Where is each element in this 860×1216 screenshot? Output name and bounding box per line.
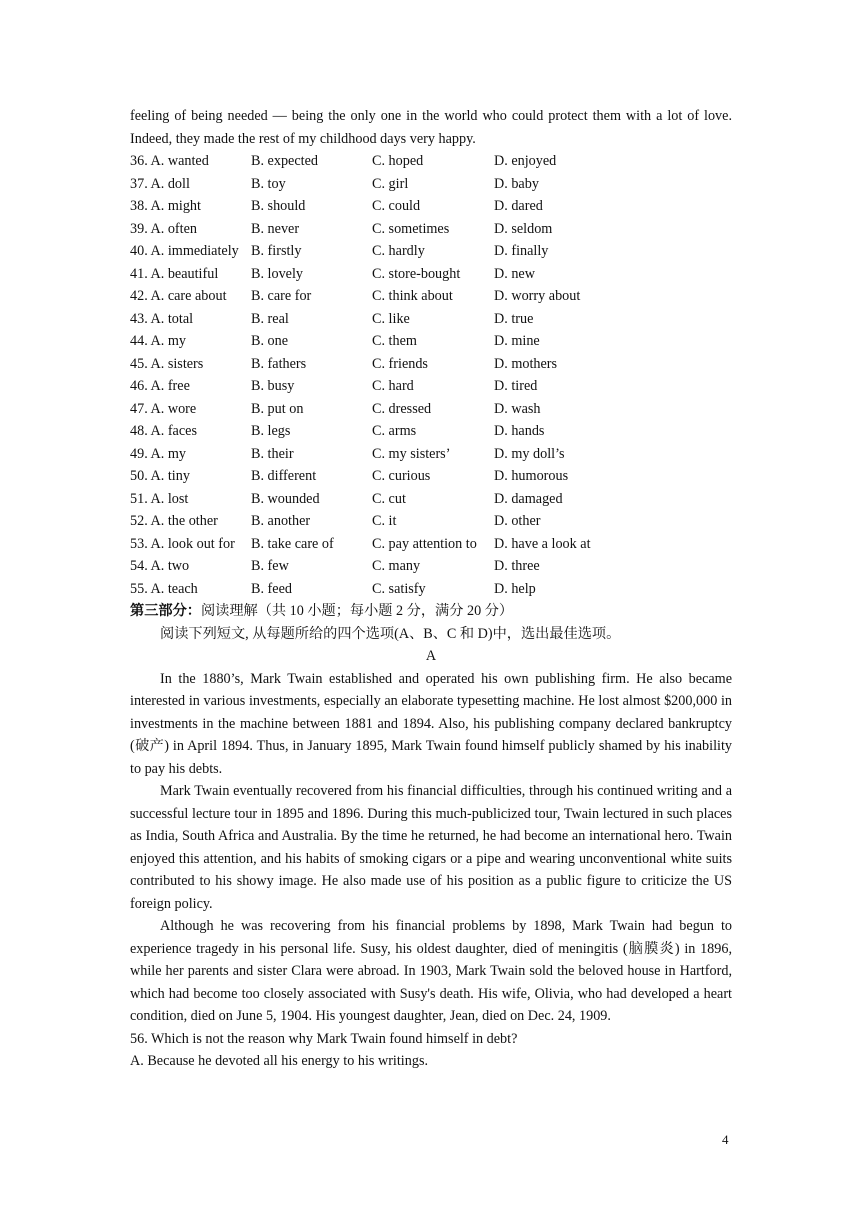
option-b: B. another (251, 513, 311, 529)
option-row (130, 308, 732, 331)
option-c: C. curious (372, 468, 431, 484)
option-a: 47. A. wore (130, 400, 197, 417)
option-c: C. arms (372, 423, 417, 439)
option-a: 43. A. total (130, 310, 194, 327)
option-a: 37. A. doll (130, 175, 190, 192)
option-b: B. legs (251, 423, 291, 439)
option-row (130, 443, 732, 466)
option-a: 38. A. might (130, 198, 201, 214)
option-a: 50. A. tiny (130, 468, 190, 484)
option-c: C. hardly (372, 243, 425, 259)
option-d: D. finally (494, 243, 549, 259)
option-a: 48. A. faces (130, 423, 197, 439)
question-stem: 56. Which is not the reason why Mark Twain found himself in debt? (130, 1030, 518, 1047)
option-c: C. like (372, 310, 410, 327)
option-d: D. wash (494, 400, 541, 417)
option-row (130, 465, 732, 488)
option-row (130, 353, 732, 376)
option-b: B. real (251, 310, 289, 327)
option-c: C. could (372, 198, 421, 214)
cloze-options (130, 150, 732, 600)
option-row (130, 398, 732, 421)
option-b: B. one (251, 333, 289, 349)
option-c: C. think about (372, 288, 453, 304)
option-a: 54. A. two (130, 558, 190, 574)
option-c: C. sometimes (372, 220, 450, 237)
option-row (130, 555, 732, 578)
option-a: 39. A. often (130, 220, 197, 237)
option-row (130, 218, 732, 241)
option-row (130, 533, 732, 556)
option-b: B. feed (251, 580, 292, 597)
section-heading (130, 600, 732, 623)
option-row (130, 285, 732, 308)
option-row (130, 578, 732, 601)
section-title: 第三部分： (130, 603, 201, 619)
option-b: B. wounded (251, 490, 320, 507)
option-d: D. my doll’s (494, 445, 565, 462)
option-d: D. true (494, 310, 534, 327)
option-a: 41. A. beautiful (130, 265, 219, 282)
option-c: C. hoped (372, 153, 424, 169)
option-d: D. hands (494, 423, 545, 439)
option-d: D. new (494, 265, 535, 282)
option-a: 45. A. sisters (130, 355, 204, 372)
option-c: C. pay attention to (372, 535, 477, 552)
option-b: B. put on (251, 400, 304, 417)
option-c: C. it (372, 513, 397, 529)
option-row (130, 195, 732, 218)
section-subtitle: 阅读理解（共 10 小题；每小题 2 分，满分 20 分） (200, 603, 514, 619)
option-row (130, 488, 732, 511)
option-d: D. mine (494, 333, 540, 349)
option-b: B. care for (251, 288, 312, 304)
option-a: 46. A. free (130, 378, 190, 394)
option-d: D. help (494, 580, 536, 597)
option-d: D. humorous (494, 468, 569, 484)
option-c: C. many (372, 558, 421, 574)
option-c: C. friends (372, 355, 428, 372)
option-a: 42. A. care about (130, 288, 227, 304)
option-c: C. my sisters’ (372, 445, 451, 462)
section-instruction: 阅读下列短文, 从每题所给的四个选项(A、B、C 和 D)中，选出最佳选项。 (160, 625, 621, 642)
option-b: B. fathers (251, 355, 307, 372)
option-b: B. few (251, 558, 289, 574)
option-c: C. satisfy (372, 580, 426, 597)
option-d: D. dared (494, 198, 543, 214)
option-row (130, 330, 732, 353)
option-b: B. different (251, 468, 317, 484)
option-d: D. have a look at (494, 535, 591, 552)
option-row (130, 510, 732, 533)
option-row (130, 263, 732, 286)
option-a: 52. A. the other (130, 513, 218, 529)
option-row (130, 420, 732, 443)
option-a: 36. A. wanted (130, 153, 209, 169)
option-b: B. toy (251, 175, 286, 192)
option-c: C. girl (372, 175, 409, 192)
option-b: B. should (251, 198, 306, 214)
passage-paragraph: Although he was recovering from his financial problems by 1898, Mark Twain had begun to experience tragedy in his personal life. Susy, his oldest daughter, died of meningitis (脑膜炎) in 1896, while her parents and sister Clara were abroad. In 1903, Mark Twain sold the beloved house in Hartford, which had become too closely associated with Susy's death. His wife, Olivia, who had developed a heart condition, died on June 5, 1904. His youngest daughter, Jean, died on Dec. 24, 1909. (130, 918, 732, 1024)
option-c: C. them (372, 333, 417, 349)
option-b: B. never (251, 220, 300, 237)
option-row (130, 240, 732, 263)
option-b: B. take care of (251, 535, 334, 552)
option-d: D. baby (494, 175, 539, 192)
page-number: 4 (722, 1132, 729, 1147)
option-b: B. busy (251, 378, 295, 394)
option-d: D. mothers (494, 355, 558, 372)
option-c: C. cut (372, 490, 406, 507)
option-c: C. hard (372, 378, 414, 394)
option-a: 53. A. look out for (130, 535, 235, 552)
option-b: B. expected (251, 153, 318, 169)
option-row (130, 375, 732, 398)
option-b: B. lovely (251, 265, 304, 282)
option-a: 44. A. my (130, 333, 186, 349)
option-a: 40. A. immediately (130, 243, 239, 259)
passage-paragraph: In the 1880’s, Mark Twain established and operated his own publishing firm. He also became interested in various investments, especially an elaborate typesetting machine. He lost almost $200,000 in investments in the machine between 1881 and 1894. Also, his publishing company declared bankruptcy (破产) in April 1894. Thus, in January 1895, Mark Twain found himself publicly shamed by his inability to pay his debts. (130, 670, 732, 777)
option-a: 51. A. lost (130, 490, 189, 507)
option-row (130, 150, 732, 173)
option-d: D. other (494, 513, 541, 529)
option-a: 49. A. my (130, 445, 186, 462)
option-d: D. worry about (494, 288, 581, 304)
option-c: C. dressed (372, 400, 432, 417)
option-b: B. their (251, 445, 294, 462)
option-a: 55. A. teach (130, 580, 198, 597)
option-row (130, 173, 732, 196)
option-c: C. store-bought (372, 265, 461, 282)
option-d: D. three (494, 558, 540, 574)
passage-paragraph: Mark Twain eventually recovered from his financial difficulties, through his continued writing and a successful lecture tour in 1895 and 1896. During this much-publicized tour, Twain lectured in such places as India, South Africa and Australia. By the time he returned, he had become an international hero. Twain enjoyed this attention, and his habits of smoking cigars or a pipe and wearing unconventional white suits contributed to his showy image. He also made use of his position as a public figure to criticize the US foreign policy. (130, 783, 732, 912)
document-page (130, 105, 732, 1073)
question-option-a: A. Because he devoted all his energy to his writings. (130, 1053, 429, 1069)
option-b: B. firstly (251, 243, 302, 259)
option-d: D. seldom (494, 220, 553, 237)
option-d: D. enjoyed (494, 153, 557, 169)
option-d: D. damaged (494, 490, 563, 507)
passage-label: A (425, 648, 437, 664)
option-d: D. tired (494, 378, 538, 394)
intro-paragraph: feeling of being needed — being the only one in the world who could protect them with a lot of love. Indeed, they made the rest of my childhood days very happy. (130, 108, 732, 147)
